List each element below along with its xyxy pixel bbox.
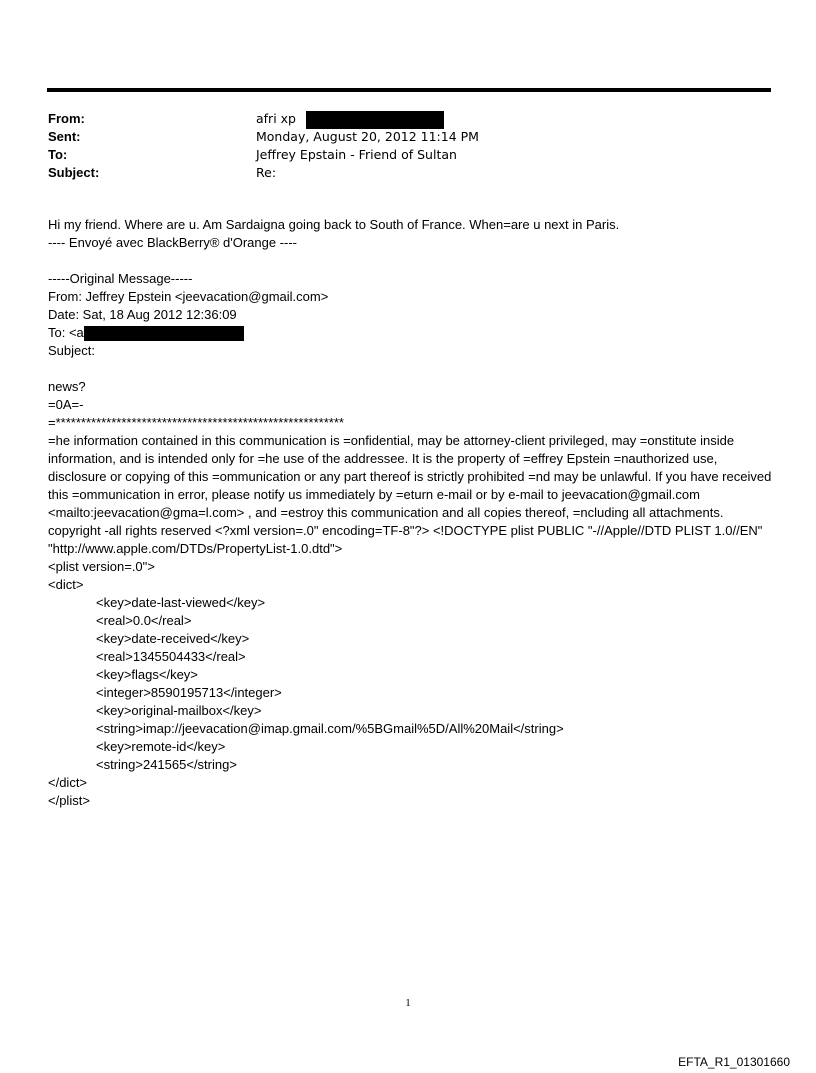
original-date: Date: Sat, 18 Aug 2012 12:36:09: [48, 307, 237, 322]
from-label: From:: [48, 111, 85, 126]
plist-line: <key>remote-id</key>: [96, 739, 226, 754]
redaction-box: [84, 326, 244, 341]
email-body: [48, 216, 774, 810]
plist-line: <string>imap://jeevacation@imap.gmail.com/%5BGmail%5D/All%20Mail</string>: [96, 721, 564, 736]
message-line: Hi my friend. Where are u. Am Sardaigna going back to South of France. When=are u next in Paris.: [48, 217, 620, 232]
plist-close: </plist>: [48, 793, 90, 808]
separator-stars: =*********************************************************: [48, 415, 344, 430]
plist-line: <integer>8590195713</integer>: [96, 685, 282, 700]
page-number: 1: [405, 997, 411, 1009]
redaction-box: [306, 111, 444, 129]
news-line: news?: [48, 379, 86, 394]
sent-value: Monday, August 20, 2012 11:14 PM: [256, 129, 479, 144]
subject-row: [48, 164, 768, 182]
original-to: To: <a: [48, 325, 84, 340]
disclaimer-text: =he information contained in this communication is =onfidential, may be attorney-client privileged, may =onstitute inside information, and is intended only for =he use of the addressee. It is the property of =effrey Epstein =nauthorized use, disclosure or copying of this =ommunication or any part thereof is strictly prohibited =nd may be unlawful. If you have received this =ommunication in error, please notify us immediately by =eturn e-mail or by e-mail to jeevacation@gmail.com <mailto:jeevacation@gma=l.com> , and =estroy this communication and all copies thereof, =ncluding all attachments. copyright -all rights reserved <?xml version=.0" encoding=TF-8"?> <!DOCTYPE plist PUBLIC "-//Apple//DTD PLIST 1.0//EN" "http://www.apple.com/DTDs/PropertyList-1.0.dtd">: [48, 433, 772, 556]
plist-line: <key>original-mailbox</key>: [96, 703, 262, 718]
plist-open: <plist version=.0">: [48, 559, 155, 574]
sent-row: [48, 128, 768, 146]
dict-open: <dict>: [48, 577, 84, 592]
original-from: From: Jeffrey Epstein <jeevacation@gmail.com>: [48, 289, 329, 304]
to-row: [48, 146, 768, 164]
original-to-row: [48, 324, 774, 342]
plist-line: <key>date-received</key>: [96, 631, 250, 646]
from-row: [48, 110, 768, 128]
subject-value: Re:: [256, 165, 277, 180]
plist-line: <real>1345504433</real>: [96, 649, 246, 664]
original-message-heading: -----Original Message-----: [48, 271, 193, 286]
plist-line: <real>0.0</real>: [96, 613, 192, 628]
to-value: Jeffrey Epstain - Friend of Sultan: [256, 147, 457, 162]
sent-label: Sent:: [48, 129, 81, 144]
email-header: [48, 110, 768, 182]
header-rule: [47, 88, 771, 92]
to-label: To:: [48, 147, 68, 162]
dict-close: </dict>: [48, 775, 88, 790]
original-subject: Subject:: [48, 343, 95, 358]
bates-number: EFTA_R1_01301660: [678, 1055, 790, 1069]
plist-line: <string>241565</string>: [96, 757, 237, 772]
subject-label: Subject:: [48, 165, 100, 180]
plist-line: <key>flags</key>: [96, 667, 198, 682]
encoded-line: =0A=-: [48, 397, 84, 412]
from-value: afri xp: [256, 111, 296, 126]
plist-line: <key>date-last-viewed</key>: [96, 595, 266, 610]
signature-line: ---- Envoyé avec BlackBerry® d'Orange ----: [48, 235, 298, 250]
